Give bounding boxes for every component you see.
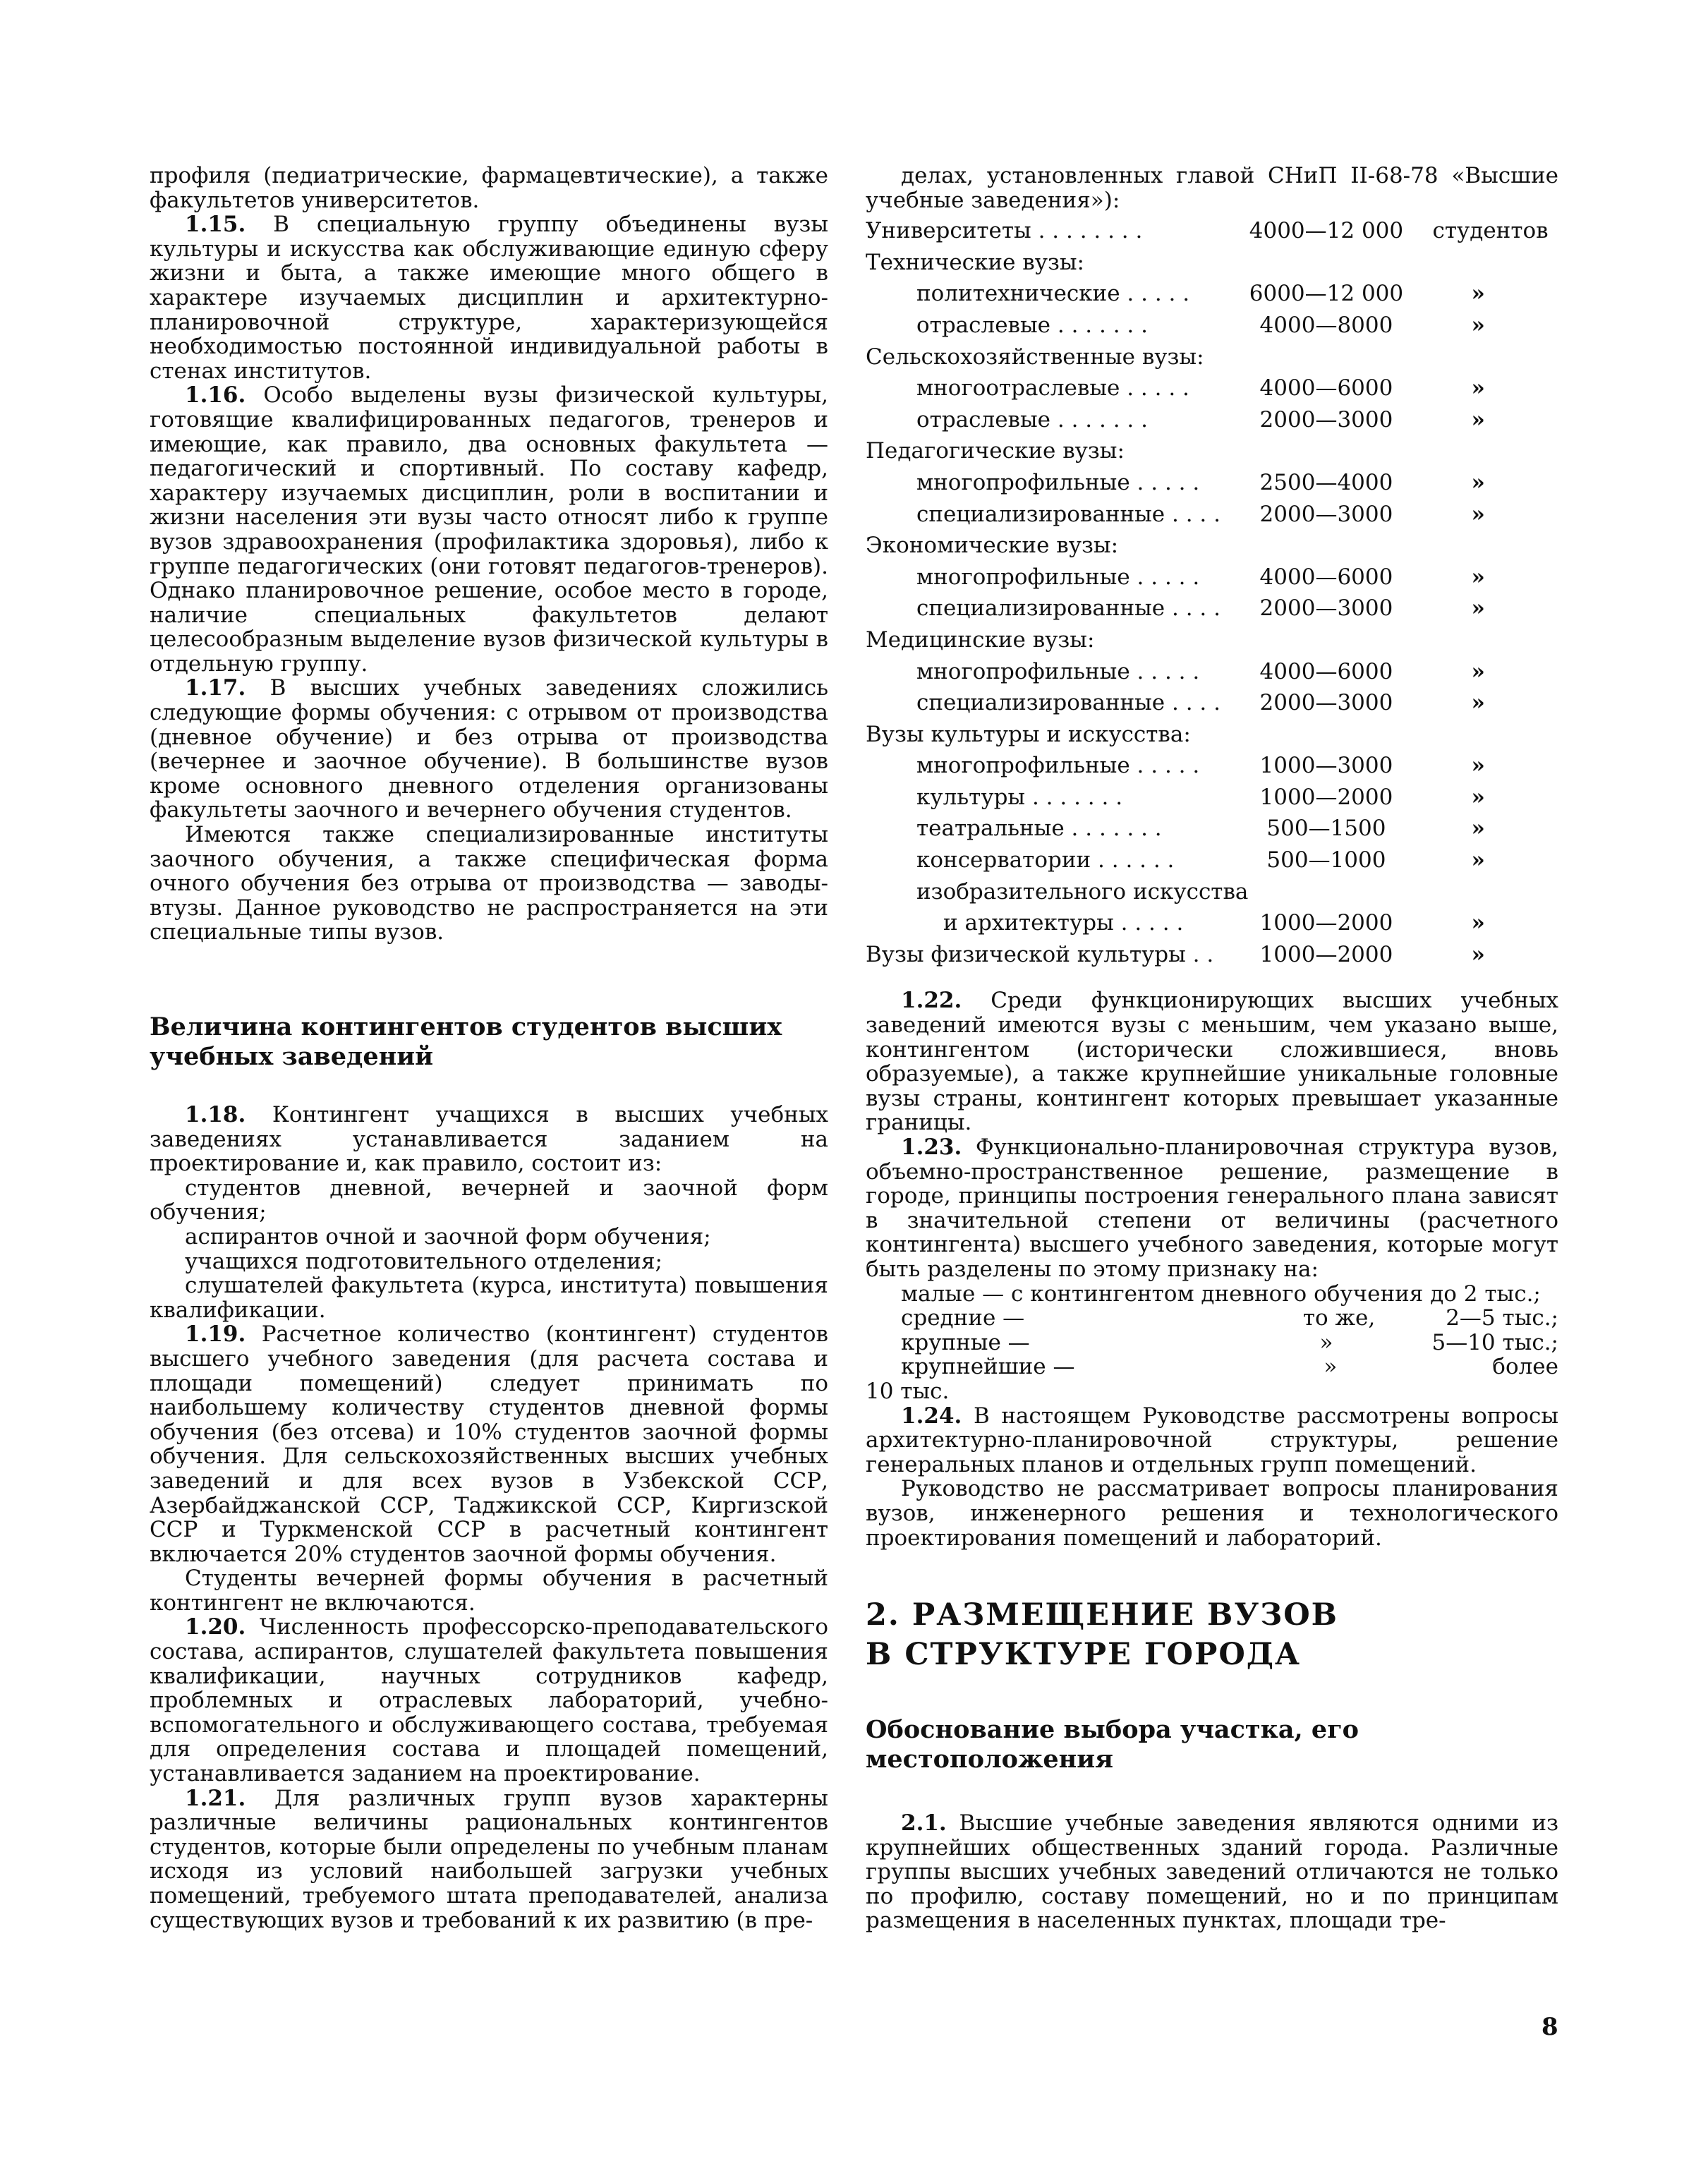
table-cell-name: Медицинские вузы: [866,627,1095,653]
table-cell-unit: » [1471,753,1485,779]
paragraph-1-23: 1.23. Функционально-планировочная структура вузов, объемно-пространственное решение, размещение в городе, принципы построения генерального плана зависят в значительной степени от величины (расчетного контингента) высшего учебного заведения, которые могут быть разделены по этому признаку на: [866,1135,1558,1282]
table-cell-value: 500—1000 [1266,847,1386,873]
table-cell-value [1248,435,1404,467]
table-cell-unit [1405,247,1559,279]
table-cell-unit: студентов [1432,218,1549,244]
table-cell-value: 500—1500 [1266,816,1386,842]
table-cell-name: Технические вузы: [866,249,1084,275]
table-cell-name: политехнические . . . . . [916,281,1190,307]
table-cell-name: Педагогические вузы: [866,438,1125,464]
table-cell-name: многопрофильные . . . . . [916,469,1200,495]
list-item: студентов дневной, вечерней и заочной форм обучения; [150,1175,828,1226]
table-cell-name: Экономические вузы: [866,533,1119,559]
contingent-table [866,215,1558,970]
subsection-heading: Обоснование выбора участка, его местоположения [866,1715,1359,1774]
right-column [866,164,1558,1933]
section-heading: Величина контингентов студентов высших учебных заведений [150,1012,782,1071]
table-cell-value: 4000—6000 [1259,375,1393,401]
paragraph-1-24: 1.24. В настоящем Руководстве рассмотрены вопросы архитектурно-планировочной структуры, решение генеральных планов и отдельных групп помещений. [866,1403,1558,1477]
table-row [866,435,1558,467]
table-cell-value: 4000—6000 [1259,658,1393,684]
size-largest-tail: 10 тыс. [866,1378,950,1404]
table-row [866,656,1558,688]
list-item: слушателей факультета (курса, института) повышения квалификации. [150,1273,828,1323]
paragraph-1-19: 1.19. Расчетное количество (контингент) студентов высшего учебного заведения (для расчета состава и площади помещений) следует принимать по наибольшему количеству студентов дневной формы обучения (без отсева) и 10% студентов заочной формы обучения. Для сельскохозяйственных высших учебных заведений и для всех вузов в Узбекской ССР, Азербайджанской ССР, Таджикской ССР, Киргизской ССР и Туркменской ССР в расчетный контингент включается 20% студентов заочной формы обучения. [150,1321,828,1567]
table-cell-unit: » [1471,690,1485,716]
table-cell-value [1248,876,1404,908]
list-item: учащихся подготовительного отделения; [185,1248,662,1274]
paragraph-1-16: 1.16. Особо выделены вузы физической культуры, готовящие квалифицированных педагогов, тренеров и имеющие, как правило, два основных факультета — педагогический и спортивный. По составу кафедр, характеру изучаемых дисциплин, роли в воспитании и жизни населения эти вузы часто относят либо к группе вузов здравоохранения (профилактика здоровья), либо к группе педагогических (они готовят педагогов-тренеров). Однако планировочное решение, особое место в городе, наличие специальных факультетов делают целесообразным выделение вузов физической культуры в отдельную группу. [150,382,828,677]
table-cell-name: Вузы культуры и искусства: [866,721,1191,747]
table-cell-unit: » [1471,910,1485,936]
table-cell-unit: » [1471,406,1485,432]
table-row [866,624,1558,656]
table-cell-unit: » [1471,847,1485,873]
table-row [866,247,1558,279]
table-cell-name: Сельскохозяйственные вузы: [866,344,1204,370]
table-cell-unit: » [1471,595,1485,622]
size-largest: крупнейшие — » более [901,1354,1558,1380]
table-row [866,845,1558,876]
page-number: 8 [1542,2013,1558,2041]
table-cell-unit [1405,876,1559,908]
table-cell-value: 4000—6000 [1259,564,1393,590]
table-cell-unit [1405,624,1559,656]
left-column [150,164,828,1932]
table-row [866,750,1558,782]
table-cell-name: специализированные . . . . [916,595,1221,622]
paragraph: Имеются также специализированные институты заочного обучения, а также специфическая форма очного обучения без отрыва от производства — заводы-втузы. Данное руководство не распространяется на эти специальные типы вузов. [150,822,828,945]
table-row [866,341,1558,373]
table-cell-unit [1405,530,1559,562]
table-cell-name: консерватории . . . . . . [916,847,1175,873]
table-cell-value: 2000—3000 [1259,406,1393,432]
size-small: малые — с контингентом дневного обучения до 2 тыс.; [901,1281,1541,1307]
table-row [866,562,1558,593]
table-cell-value: 2000—3000 [1259,501,1393,527]
table-row [866,907,1558,939]
table-cell-value: 1000—2000 [1259,910,1393,936]
table-row [866,593,1558,624]
paragraph: профиля (педиатрические, фармацевтические), а также факультетов университетов. [150,163,828,213]
table-cell-value: 4000—8000 [1259,312,1393,338]
table-cell-name: отраслевые . . . . . . . [916,406,1148,432]
table-cell-name: многопрофильные . . . . . [916,658,1200,684]
table-cell-unit: » [1471,501,1485,527]
size-large: крупные — » 5—10 тыс.; [901,1329,1558,1355]
table-cell-value: 1000—2000 [1259,784,1393,810]
table-cell-value [1248,530,1404,562]
table-row [866,813,1558,845]
table-row [866,782,1558,813]
table-cell-value [1248,719,1404,751]
table-cell-unit: » [1471,816,1485,842]
table-cell-name: специализированные . . . . [916,690,1221,716]
table-cell-unit: » [1471,941,1485,967]
table-cell-name: многоотраслевые . . . . . [916,375,1189,401]
table-row [866,530,1558,562]
table-row [866,939,1558,971]
table-row [866,278,1558,310]
table-row [866,687,1558,719]
table-cell-value: 1000—2000 [1259,941,1393,967]
table-cell-value: 2500—4000 [1259,469,1393,495]
table-cell-unit: » [1471,784,1485,810]
table-cell-value [1248,247,1404,279]
chapter-heading: 2. РАЗМЕЩЕНИЕ ВУЗОВ В СТРУКТУРЕ ГОРОДА [866,1597,1339,1673]
table-row [866,467,1558,499]
table-cell-unit [1405,341,1559,373]
paragraph-1-17: 1.17. В высших учебных заведениях сложились следующие формы обучения: с отрывом от производства (дневное обучение) и без отрыва от производства (вечернее и заочное обучение). В большинстве вузов кроме основного дневного отделения организованы факультеты заочного и вечернего обучения студентов. [150,675,828,823]
table-cell-value: 2000—3000 [1259,595,1393,622]
table-row [866,215,1558,247]
table-cell-name: театральные . . . . . . . [916,816,1162,842]
table-cell-name: Университеты . . . . . . . . [866,218,1143,244]
table-cell-unit: » [1471,375,1485,401]
table-row [866,719,1558,751]
table-row [866,373,1558,404]
table-cell-name: многопрофильные . . . . . [916,564,1200,590]
table-cell-name: изобразительного искусства [916,878,1249,904]
list-item: аспирантов очной и заочной форм обучения; [185,1223,711,1250]
size-medium: средние — то же, 2—5 тыс.; [901,1305,1558,1331]
table-cell-name: отраслевые . . . . . . . [916,312,1148,338]
table-cell-unit [1405,719,1559,751]
paragraph-1-15: 1.15. В специальную группу объединены вузы культуры и искусства как обслуживающие единую сферу жизни и быта, а также имеющие много общего в характере изучаемых дисциплин и архитектурно-планировочной структуре, характеризующейся необходимостью постоянной индивидуальной работы в стенах институтов. [150,212,828,384]
table-cell-unit [1405,435,1559,467]
table-cell-value [1248,624,1404,656]
table-row [866,310,1558,341]
table-cell-unit: » [1471,658,1485,684]
table-cell-value [1248,341,1404,373]
paragraph: делах, установленных главой СНиП II-68-78 «Высшие учебные заведения»): [866,163,1558,213]
paragraph-1-18: 1.18. Контингент учащихся в высших учебных заведениях устанавливается заданием на проектирование и, как правило, состоит из: [150,1102,828,1177]
paragraph-1-21: 1.21. Для различных групп вузов характерны различные величины рациональных контингентов студентов, которые были определены по учебным планам исходя из условий наибольшей загрузки учебных помещений, требуемого штата преподавателей, анализа существующих вузов и требований к их развитию (в пре- [150,1785,828,1933]
table-cell-unit: » [1471,564,1485,590]
table-cell-name: Вузы физической культуры . . [866,941,1214,967]
table-cell-name: многопрофильные . . . . . [916,753,1200,779]
table-cell-value: 4000—12 000 [1249,218,1404,244]
paragraph-1-22: 1.22. Среди функционирующих высших учебных заведений имеются вузы с меньшим, чем указано выше, контингентом (исторически сложившиеся, вновь образуемые), а также крупнейшие уникальные головные вузы страны, контингент которых превышает указанные границы. [866,988,1558,1136]
table-row [866,404,1558,436]
table-row [866,499,1558,531]
table-cell-unit: » [1471,469,1485,495]
paragraph-2-1: 2.1. Высшие учебные заведения являются одними из крупнейших общественных зданий города. Различные группы высших учебных заведений отличаются не только по профилю, составу помещений, но и по принципам размещения в населенных пунктах, площади тре- [866,1810,1558,1934]
paragraph: Руководство не рассматривает вопросы планирования вузов, инженерного решения и технологического проектирования помещений и лабораторий. [866,1476,1558,1551]
table-cell-unit: » [1471,281,1485,307]
paragraph-1-20: 1.20. Численность профессорско-преподавательского состава, аспирантов, слушателей факультета повышения квалификации, научных сотрудников кафедр, проблемных и отраслевых лабораторий, учебно-вспомогательного и обслуживающего состава, требуемая для определения состава и площадей помещений, устанавливается заданием на проектирование. [150,1614,828,1787]
table-cell-name: специализированные . . . . [916,501,1221,527]
table-cell-value: 6000—12 000 [1249,281,1404,307]
table-row [866,876,1558,908]
table-cell-name: культуры . . . . . . . [916,784,1123,810]
table-cell-unit: » [1471,312,1485,338]
paragraph: Студенты вечерней формы обучения в расчетный контингент не включаются. [150,1566,828,1616]
table-cell-value: 2000—3000 [1259,690,1393,716]
table-cell-value: 1000—3000 [1259,753,1393,779]
table-cell-name: и архитектуры . . . . . [943,910,1184,936]
